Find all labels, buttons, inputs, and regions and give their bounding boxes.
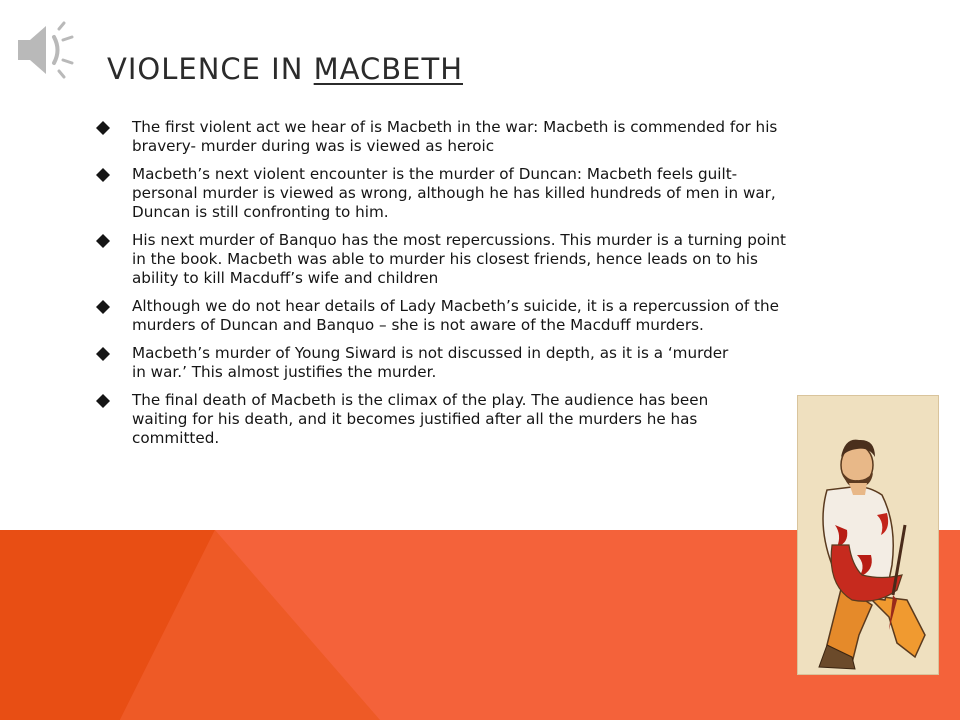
diamond-bullet-icon bbox=[96, 168, 110, 182]
macbeth-illustration bbox=[797, 395, 939, 675]
bullet-item bbox=[96, 165, 876, 222]
diamond-bullet-icon bbox=[96, 121, 110, 135]
bullet-item bbox=[96, 297, 876, 335]
bullet-item bbox=[96, 118, 876, 156]
bullet-text: The final death of Macbeth is the climax of the play. The audience has been waiting for his death, and it becomes justified after all the murders he has committed. bbox=[132, 391, 709, 447]
bullet-item bbox=[96, 344, 876, 382]
slide-title bbox=[107, 52, 463, 86]
title-prefix: VIOLENCE IN bbox=[107, 52, 314, 86]
diamond-bullet-icon bbox=[96, 300, 110, 314]
bullet-text: Macbeth’s next violent encounter is the murder of Duncan: Macbeth feels guilt- personal murder is viewed as wrong, although he has killed hundreds of men in war, Duncan is still confronting to him. bbox=[132, 165, 776, 221]
title-underlined: MACBETH bbox=[313, 52, 463, 86]
bullet-item bbox=[96, 391, 822, 448]
bullet-list bbox=[96, 118, 876, 457]
bullet-item bbox=[96, 231, 876, 288]
bullet-text: Although we do not hear details of Lady Macbeth’s suicide, it is a repercussion of the murders of Duncan and Banquo – she is not aware of the Macduff murders. bbox=[132, 297, 779, 334]
diamond-bullet-icon bbox=[96, 234, 110, 248]
diamond-bullet-icon bbox=[96, 347, 110, 361]
bullet-text: His next murder of Banquo has the most repercussions. This murder is a turning point in the book. Macbeth was able to murder his closest friends, hence leads on to his ability to kill Macduff’s wife and children bbox=[132, 231, 787, 287]
speaker-icon[interactable] bbox=[14, 20, 78, 80]
bullet-text: Macbeth’s murder of Young Siward is not discussed in depth, as it is a ‘murder in war.’ This almost justifies the murder. bbox=[132, 344, 729, 381]
diamond-bullet-icon bbox=[96, 394, 110, 408]
bullet-text: The first violent act we hear of is Macbeth in the war: Macbeth is commended for his bravery- murder during was is viewed as heroic bbox=[132, 118, 778, 155]
